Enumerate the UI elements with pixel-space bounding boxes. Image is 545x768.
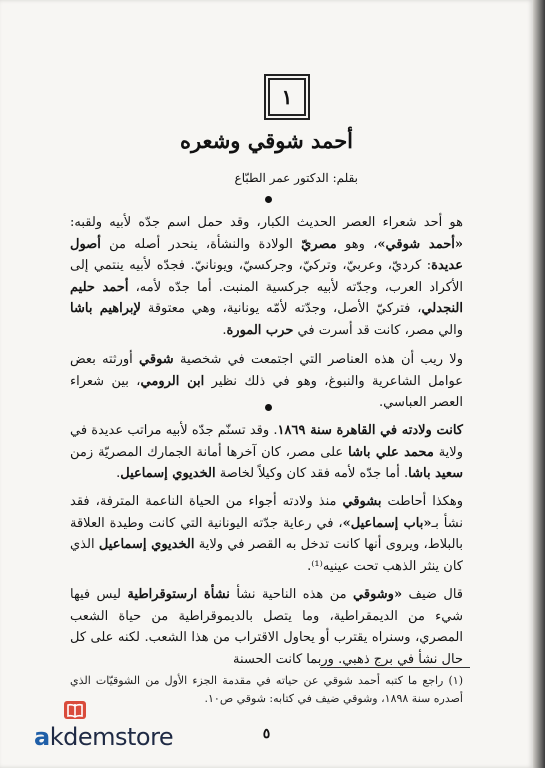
book-logo-icon [62,697,88,723]
bold-text-run: نشأة ارستوقراطية [127,587,230,602]
chapter-number-box [268,78,306,116]
text-run: ، فتركيّ الأصل، وجدّته لأمّه يونانية، وهي معتوقة [140,301,422,316]
page-number: ٥ [262,726,271,742]
text-run: . وقد تسنّم جدّه لأبيه مراتب عديدة في ولاية [70,423,463,460]
bold-text-run: سعيد باشا [408,466,463,481]
text-run: . [307,558,312,574]
text-run: (١) راجع ما كتبه أحمد شوقي عن حياته في مقدمة الجزء الأول من الشوقيّات الذي أصدره سنة ١٨٩٨، [70,674,463,705]
text-run: هو أحد شعراء العصر الحديث الكبار، وقد حمل اسم جدّه لأبيه ولقبه: [70,215,463,230]
bold-text-run: «وشوقي [353,587,403,602]
bold-text-run: «باب إسماعيل» [342,515,432,531]
section-separator-dot [265,404,272,411]
footnote-divider [320,667,470,668]
watermark-logo [34,697,184,755]
author-byline: بقلم: الدكتور عمر الطبّاع [234,171,358,185]
text-run: ، في رعاية جدّته اليونانية التي كانت وطيدة العلاقة بالبلاط، ويروى أنها كانت تدخل به القصر في ولاية [70,515,463,552]
bold-text-run: «أحمد شوقي» [377,236,464,252]
bold-text-run: أحمد حليم النجدلي [70,279,463,316]
bold-text-run: بشوقي [342,494,382,509]
paragraph-1 [70,212,463,341]
bold-text-run: أصول عديدة [70,236,463,273]
text-run: من هذه الناحية نشأ [229,587,354,602]
text-run: أورثته بعض عوامل الشاعرية والنبوغ، وهو في ذلك نظير [70,352,463,389]
page-edge-shadow [533,0,545,768]
paragraph-5 [70,584,463,670]
bold-text-run: محمد علي باشا [348,444,434,460]
bold-text-run: كانت ولادته في القاهرة سنة ١٨٦٩ [277,423,463,438]
text-run: قال ضيف [402,587,463,602]
text-run: الذي كان ينثر الذهب تحت عينيه [70,537,463,574]
bold-text-run: الخديوي إسماعيل [98,537,195,552]
bold-text-run: ابن الرومي [140,373,205,389]
watermark-brand-text: akdemstore [34,723,174,751]
paragraph-4 [70,491,463,577]
text-run: . [222,322,227,338]
text-run: ليس فيها شيء من الديمقراطية، وما يتصل بالديموقراطية من حياة الشعب المصري، وسنراه يقترب أو يحاول الاقتراب من هذا الشعب. لكنه على كل حال نشأ في برج ذهبي. وربما كانت الحسنة [70,587,463,667]
text-run: وهكذا أحاطت [381,494,463,509]
text-run: ، وهو [336,236,378,252]
text-run: منذ ولادته أجواء من الحياة الناعمة المترفة، فقد نشأ بـ [70,494,463,531]
chapter-number: ١ [281,85,293,109]
bold-text-run: مصريّ [301,236,337,252]
bold-text-run: لإبراهيم باشا [70,301,141,316]
bold-text-run: وشوقي ضيف [315,692,378,705]
text-run: ، بين شعراء العصر العباسي. [70,373,463,410]
paragraph-3 [70,420,463,485]
text-run: على مصر، كان آخرها أمانة الجمارك المصريّة زمن [70,444,349,460]
page-title: أحمد شوقي وشعره [179,128,354,153]
section-separator-dot [265,196,272,203]
bold-text-run: شوقي [139,352,174,367]
text-run: في كتابه: شوقي ص١٠. [204,692,316,705]
text-run: ولا ريب أن هذه العناصر التي اجتمعت في شخصية [173,352,463,367]
bold-text-run: الخديوي إسماعيل [120,466,216,481]
text-run: . أما جدّه لأمه فقد كان وكيلاً لخاصة [215,466,409,481]
text-run: : كرديّ، وعربيّ، وتركيّ، وجركسيّ، ويونانيّ. فجدّه لأبيه ينتمي إلى الأكراد العرب، وجدّته لأبيه جركسية المنبت. أما جدّه لأمه، [70,258,463,295]
text-run: والي مصر، كانت قد أسرت في [293,322,463,338]
bold-text-run: حرب المورة [226,322,294,338]
text-run: الولادة والنشأة، ينحدر أصله من [100,236,302,252]
text-run: . [116,466,121,481]
text-run: ⁽¹⁾ [311,558,323,574]
